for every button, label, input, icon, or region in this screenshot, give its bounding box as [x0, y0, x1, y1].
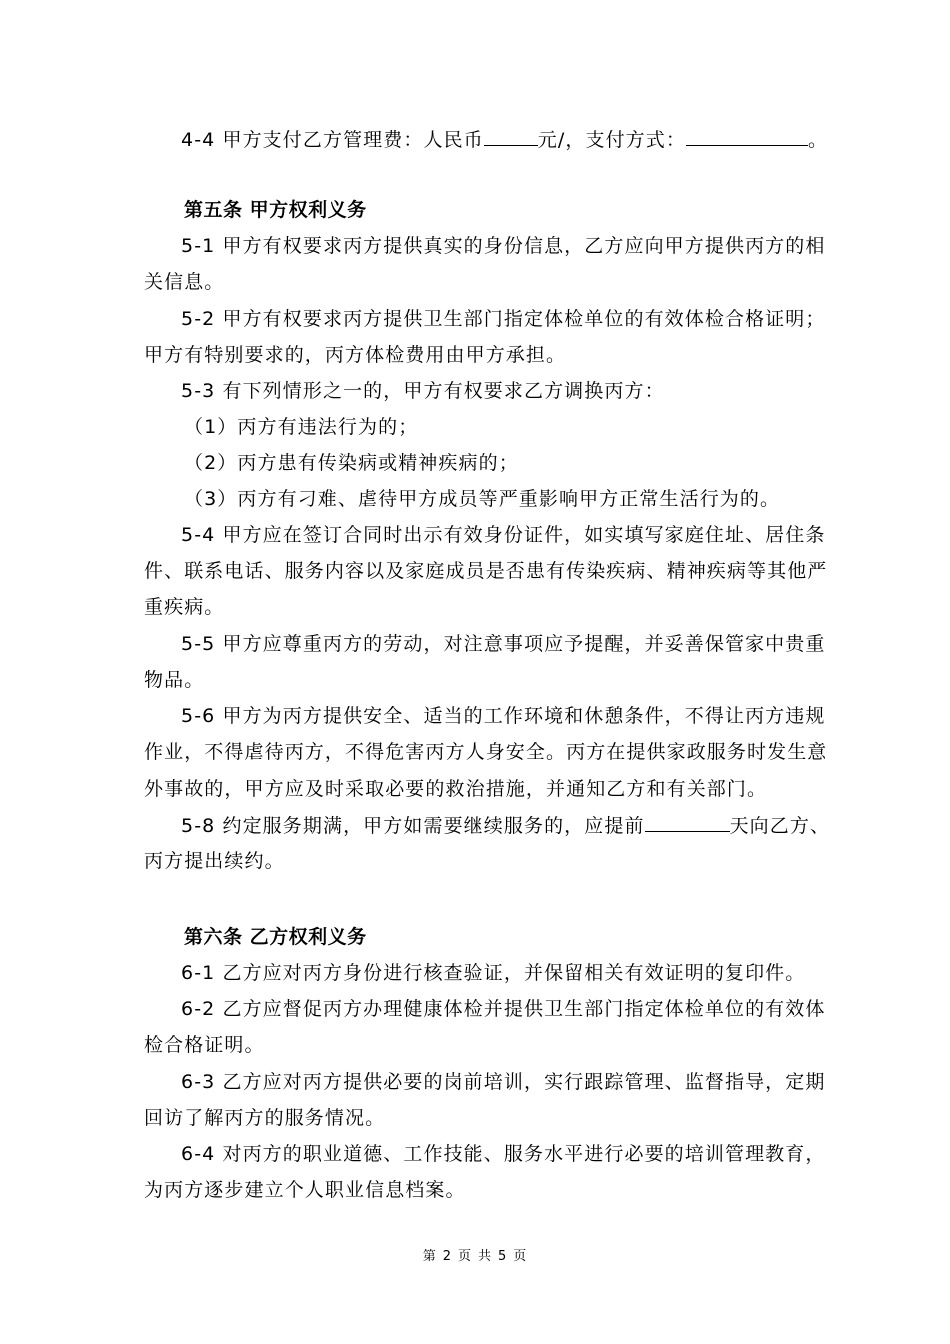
clause-4-4-middle: 元/，支付方式： — [537, 129, 686, 151]
clause-5-1-line1: 5-1 甲方有权要求丙方提供真实的身份信息，乙方应向甲方提供丙方的相 — [181, 235, 826, 257]
clause-5-4-line2: 件、联系电话、服务内容以及家庭成员是否患有传染疾病、精神疾病等其他严 — [144, 560, 828, 582]
footer-label-ye2: 页 — [513, 1249, 528, 1264]
footer-label-ye: 页 — [457, 1249, 472, 1264]
article-6-title: 第六条 乙方权利义务 — [184, 926, 367, 948]
footer-page-number: 2 — [442, 1249, 452, 1264]
clause-5-4-line1: 5-4 甲方应在签订合同时出示有效身份证件，如实填写家庭住址、居住条 — [181, 524, 826, 546]
clause-5-5-line1: 5-5 甲方应尊重丙方的劳动，对注意事项应予提醒，并妥善保管家中贵重 — [181, 633, 826, 655]
clause-5-3: 5-3 有下列情形之一的，甲方有权要求乙方调换丙方： — [181, 380, 665, 402]
clause-4-4-suffix: 。 — [807, 129, 829, 151]
footer-label-di: 第 — [422, 1249, 437, 1264]
clause-5-5-line2: 物品。 — [144, 669, 205, 691]
clause-5-6-line3: 外事故的，甲方应及时采取必要的救治措施，并通知乙方和有关部门。 — [144, 778, 768, 800]
footer-label-gong: 共 — [478, 1249, 493, 1264]
article-5-title: 第五条 甲方权利义务 — [184, 199, 367, 221]
page-footer — [0, 1245, 950, 1264]
clause-4-4-prefix: 4-4 甲方支付乙方管理费：人民币 — [181, 129, 484, 151]
fee-amount-blank — [484, 127, 538, 146]
clause-5-6-line2: 作业，不得虐待丙方，不得危害丙方人身安全。丙方在提供家政服务时发生意 — [144, 741, 828, 763]
clause-5-3-item-2: （2）丙方患有传染病或精神疾病的； — [184, 452, 519, 474]
clause-6-4-line2: 为丙方逐步建立个人职业信息档案。 — [144, 1179, 466, 1201]
clause-5-8-suffix: 天向乙方、 — [729, 815, 831, 837]
clause-5-8-line1 — [181, 813, 830, 838]
clause-4-4 — [181, 127, 828, 152]
clause-6-1: 6-1 乙方应对丙方身份进行核查验证，并保留相关有效证明的复印件。 — [181, 962, 806, 984]
clause-6-3-line2: 回访了解丙方的服务情况。 — [144, 1107, 386, 1129]
clause-5-6-line1: 5-6 甲方为丙方提供安全、适当的工作环境和休憩条件，不得让丙方违规 — [181, 705, 826, 727]
clause-5-1-line2: 关信息。 — [144, 271, 225, 293]
footer-total-pages: 5 — [498, 1249, 508, 1264]
clause-5-2-line2: 甲方有特别要求的，丙方体检费用由甲方承担。 — [144, 344, 567, 366]
clause-5-4-line3: 重疾病。 — [144, 596, 225, 618]
clause-5-8-prefix: 5-8 约定服务期满，甲方如需要继续服务的，应提前 — [181, 815, 645, 837]
payment-method-blank — [686, 127, 808, 146]
renewal-days-blank — [645, 813, 730, 832]
clause-6-3-line1: 6-3 乙方应对丙方提供必要的岗前培训，实行跟踪管理、监督指导，定期 — [181, 1071, 826, 1093]
clause-5-3-item-3: （3）丙方有刁难、虐待甲方成员等严重影响甲方正常生活行为的。 — [184, 488, 781, 510]
clause-5-2-line1: 5-2 甲方有权要求丙方提供卫生部门指定体检单位的有效体检合格证明； — [181, 308, 826, 330]
clause-6-2-line2: 检合格证明。 — [144, 1034, 265, 1056]
clause-6-2-line1: 6-2 乙方应督促丙方办理健康体检并提供卫生部门指定体检单位的有效体 — [181, 998, 826, 1020]
clause-6-4-line1: 6-4 对丙方的职业道德、工作技能、服务水平进行必要的培训管理教育， — [181, 1143, 826, 1165]
clause-5-8-line2: 丙方提出续约。 — [144, 850, 285, 872]
clause-5-3-item-1: （1）丙方有违法行为的； — [184, 416, 419, 438]
